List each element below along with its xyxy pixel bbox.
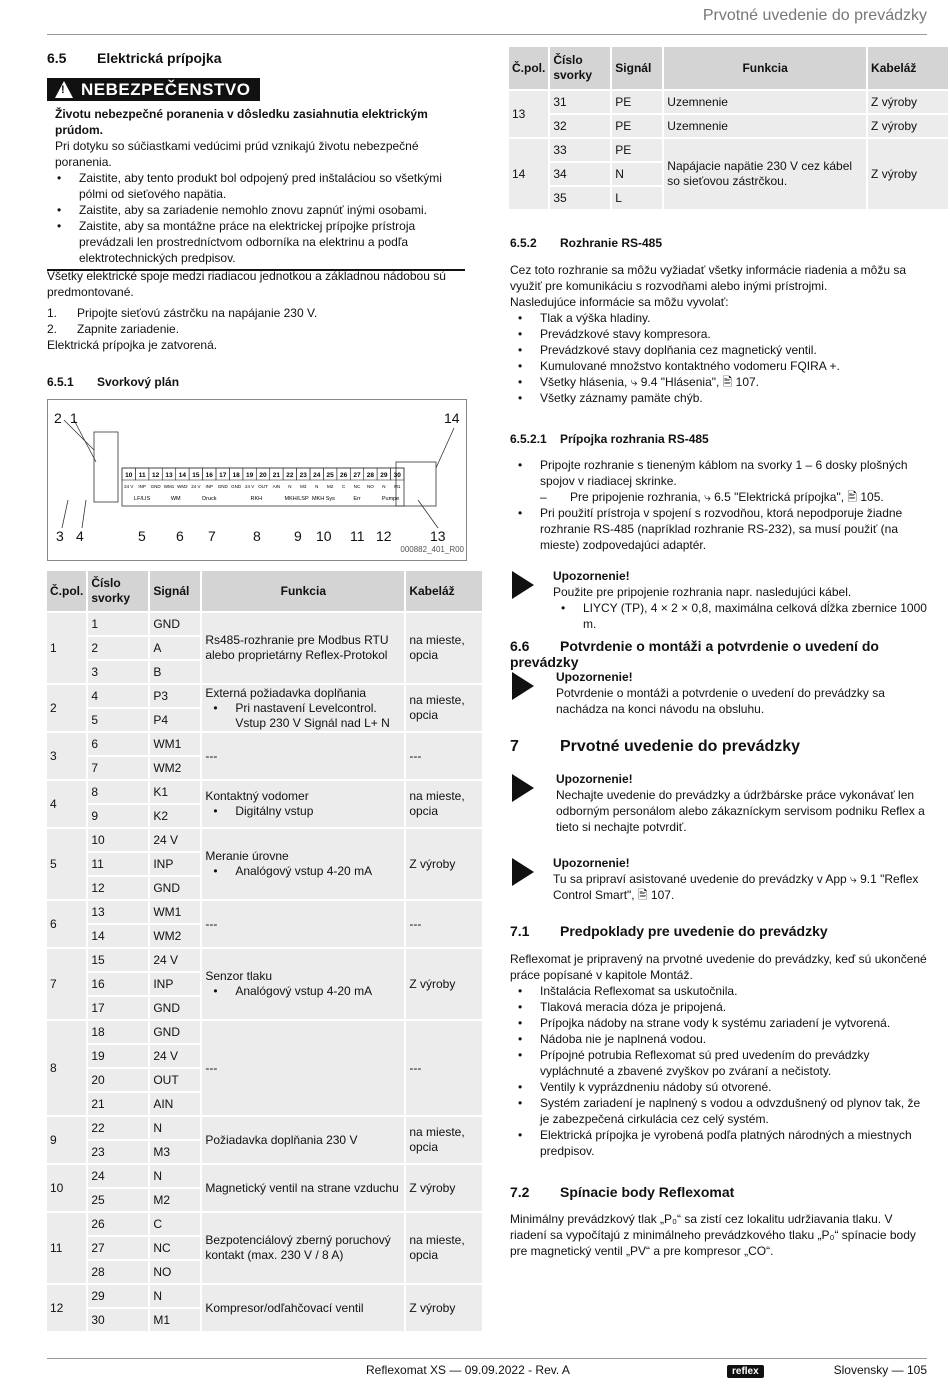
section-7-2-heading: 7.2 Spínacie body Reflexomat: [510, 1184, 735, 1200]
signal-cell: C: [150, 1213, 200, 1235]
function-text: Senzor tlaku: [205, 969, 273, 983]
cabling-cell: ---: [406, 733, 482, 779]
terminal-cell: 4: [88, 685, 148, 707]
warning-icon: !: [55, 81, 73, 98]
terminal-signal: WM2: [177, 484, 188, 489]
terminal-cell: 18: [88, 1021, 148, 1043]
rs485-item: • Všetky hlásenia, ⤷ 9.4 "Hlásenia", 🖹 107.: [510, 374, 928, 390]
signal-cell: 24 V: [150, 949, 200, 971]
cabling-cell: Z výroby: [406, 949, 482, 1019]
table-row: [47, 1213, 482, 1235]
terminal-cell: 22: [88, 1117, 148, 1139]
terminal-cell: 25: [88, 1189, 148, 1211]
terminal-group-label: MKH Sys: [311, 496, 335, 502]
table-row: [509, 91, 948, 113]
terminal-cell: 1: [88, 613, 148, 635]
signal-cell: WM1: [150, 733, 200, 755]
position-cell: 12: [47, 1285, 86, 1331]
steps-list: [47, 305, 465, 337]
position-cell: 10: [47, 1165, 86, 1211]
signal-cell: K2: [150, 805, 200, 827]
column-header: Kabeláž: [868, 47, 948, 89]
table-header-row: [47, 571, 482, 611]
signal-cell: P3: [150, 685, 200, 707]
signal-cell: A: [150, 637, 200, 659]
cabling-cell: Z výroby: [406, 1285, 482, 1331]
table-row: [47, 829, 482, 851]
terminal-number: 25: [326, 472, 334, 479]
note-arrow-icon: [512, 672, 534, 700]
function-cell: Uzemnenie: [664, 115, 866, 137]
terminal-number: 19: [245, 472, 254, 479]
section-6-5-2-1-heading: 6.5.2.1 Prípojka rozhrania RS-485: [510, 432, 709, 446]
cabling-cell: Z výroby: [406, 829, 482, 899]
terminal-signal: INP: [205, 484, 214, 489]
danger-box: [47, 78, 465, 271]
danger-heading: Životu nebezpečné poranenia v dôsledku zasiahnutia elektrickým prúdom.: [55, 107, 428, 137]
function-list: [205, 804, 401, 819]
danger-list: [47, 170, 465, 266]
function-cell: [202, 1021, 404, 1115]
note-arrow-icon: [512, 774, 534, 802]
note-confirmation: Upozornenie! Potvrdenie o montáži a potvrdenie o uvedení do prevádzky sa nachádza na konci návodu na obsluhu.: [556, 670, 885, 716]
section-6-5-2-1-body: [510, 457, 928, 553]
footer-doc: Reflexomat XS — 09.09.2022 - Rev. A: [366, 1363, 570, 1377]
terminal-number: 30: [393, 472, 401, 479]
terminal-number: 29: [380, 472, 388, 479]
terminal-number: 12: [151, 472, 160, 479]
function-list: [205, 701, 401, 731]
callout-1: 1: [70, 410, 78, 426]
column-header: Číslo svorky: [88, 571, 148, 611]
rs485-item: • Prevádzkové stavy doplňania cez magnetický ventil.: [510, 342, 928, 358]
step-text: Pripojte sieťovú zástrčku na napájanie 230 V.: [77, 306, 318, 320]
table-header-row: [509, 47, 948, 89]
signal-cell: PE: [612, 115, 662, 137]
danger-badge: ! NEBEZPEČENSTVO: [47, 78, 260, 101]
terminal-signal: 24 V: [124, 484, 134, 489]
intro-paragraph: Všetky elektrické spoje medzi riadiacou jednotkou a základnou nádobou sú predmontované.: [47, 269, 446, 299]
section-6-5-1-heading: 6.5.1 Svorkový plán: [47, 375, 180, 389]
signal-cell: M1: [150, 1309, 200, 1331]
terminal-table-wrap: [45, 569, 484, 1333]
callout-8: 8: [253, 528, 261, 544]
terminal-cell: 23: [88, 1141, 148, 1163]
reflex-logo: reflex: [727, 1362, 764, 1380]
signal-cell: P4: [150, 709, 200, 731]
terminal-number: 17: [219, 472, 227, 479]
terminal-number: 20: [259, 472, 267, 479]
callout-10: 10: [316, 528, 332, 544]
terminal-cell: 5: [88, 709, 148, 731]
terminal-diagram: [47, 399, 467, 561]
prereq-item: • Prípojné potrubia Reflexomat sú pred uvedením do prevádzky vypláchnuté a zbavené zvyškov po zváraní a nečistoty.: [510, 1047, 928, 1079]
terminal-signal: C: [341, 484, 346, 489]
callout-13: 13: [430, 528, 446, 544]
column-header: Číslo svorky: [550, 47, 610, 89]
terminal-signal: OUT: [258, 484, 268, 489]
note-arrow-icon: [512, 571, 534, 599]
callout-3: 3: [56, 528, 64, 544]
function-cell: Napájacie napätie 230 V cez kábel so sieťovou zástrčkou.: [664, 139, 866, 209]
signal-cell: K1: [150, 781, 200, 803]
cabling-cell: na mieste, opcia: [406, 1117, 482, 1163]
terminal-cell: 24: [88, 1165, 148, 1187]
rs485-step-1-sub: – Pre pripojenie rozhrania, ⤷ 6.5 "Elektrická prípojka", 🖹 105.: [540, 490, 884, 504]
function-text: Magnetický ventil na strane vzduchu: [205, 1180, 399, 1195]
terminal-group-label: RKH: [250, 496, 263, 502]
function-text: Externá požiadavka doplňania: [205, 685, 367, 700]
terminal-cell: 13: [88, 901, 148, 923]
terminal-signal: NO: [367, 484, 374, 489]
column-header: Signál: [612, 47, 662, 89]
terminal-group-label: LF/LIS: [134, 496, 151, 502]
terminal-signal: M2: [327, 484, 334, 489]
function-cell: [202, 901, 404, 947]
callout-2: 2: [54, 410, 62, 426]
terminal-cell: 3: [88, 661, 148, 683]
function-cell: [202, 1285, 404, 1331]
cabling-cell: ---: [406, 1021, 482, 1115]
terminal-number: 10: [125, 472, 133, 479]
callout-11: 11: [350, 528, 365, 544]
signal-cell: PE: [612, 139, 662, 161]
function-cell: [202, 733, 404, 779]
terminal-group-label: MKH/LSP: [284, 496, 309, 502]
terminal-table-2-wrap: [507, 45, 950, 211]
function-cell: [202, 1165, 404, 1211]
terminal-signal: GND: [231, 484, 242, 489]
terminal-cell: 11: [88, 853, 148, 875]
terminal-signal: GND: [150, 484, 161, 489]
prereq-item: • Inštalácia Reflexomat sa uskutočnila.: [510, 983, 928, 999]
function-item: • Analógový vstup 4-20 mA: [205, 984, 401, 999]
function-cell: [202, 829, 404, 899]
terminal-number: 28: [366, 472, 375, 479]
prereq-item: • Ventily k vyprázdneniu nádoby sú otvorené.: [510, 1079, 928, 1095]
position-cell: 8: [47, 1021, 86, 1115]
terminal-number: 21: [272, 472, 281, 479]
terminal-cell: 7: [88, 757, 148, 779]
column-header: Funkcia: [202, 571, 404, 611]
terminal-number: 13: [165, 472, 173, 479]
table-row: [47, 1021, 482, 1043]
prereq-item: • Tlaková meracia dóza je pripojená.: [510, 999, 928, 1015]
section-7-2-body: Minimálny prevádzkový tlak „P₀“ sa zistí cez lokalitu udržiavania tlaku. V riadení sa vypočítajú z minimálneho prevádzkového tlaku „P₀“ spínacie body pre magnetický ventil „PV“ a pre kompresor „CO“.: [510, 1212, 916, 1258]
position-cell: 1: [47, 613, 86, 683]
terminal-cell: 34: [550, 163, 610, 185]
position-cell: 11: [47, 1213, 86, 1283]
function-cell: [202, 1213, 404, 1283]
prereq-item: • Elektrická prípojka je vyrobená podľa platných národných a miestnych predpisov.: [510, 1127, 928, 1159]
terminal-number: 22: [286, 472, 294, 479]
position-cell: 7: [47, 949, 86, 1019]
terminal-number: 18: [232, 472, 240, 479]
signal-cell: GND: [150, 1021, 200, 1043]
terminal-table-2: [507, 45, 950, 211]
callout-14: 14: [444, 410, 460, 426]
signal-cell: GND: [150, 997, 200, 1019]
terminal-signal: NC: [353, 484, 361, 489]
terminal-signal: M1: [394, 484, 401, 489]
callout-7: 7: [208, 528, 216, 544]
terminal-cell: 26: [88, 1213, 148, 1235]
terminal-group-label: WM: [170, 496, 181, 502]
signal-cell: N: [150, 1165, 200, 1187]
terminal-cell: 35: [550, 187, 610, 209]
running-header: Prvotné uvedenie do prevádzky: [702, 7, 927, 24]
function-text: Požiadavka doplňania 230 V: [205, 1132, 358, 1147]
table-row: [47, 901, 482, 923]
terminal-cell: 30: [88, 1309, 148, 1331]
section-6-5-2-body: [510, 262, 928, 406]
terminal-cell: 20: [88, 1069, 148, 1091]
column-header: Kabeláž: [406, 571, 482, 611]
column-header: Funkcia: [664, 47, 866, 89]
signal-cell: WM2: [150, 925, 200, 947]
signal-cell: INP: [150, 973, 200, 995]
function-text: Rs485-rozhranie pre Modbus RTU alebo proprietárny Reflex-Protokol: [205, 633, 389, 662]
rs485-list: [510, 310, 928, 406]
note-cable: Upozornenie! Použite pre pripojenie rozhrania napr. nasledujúci kábel. • LIYCY (TP), 4 × 2 × 0,8, maximálna celková dĺžka zbernice 1000 m.: [553, 568, 928, 632]
signal-cell: OUT: [150, 1069, 200, 1091]
section-7-1-body: [510, 951, 928, 1159]
position-cell: 9: [47, 1117, 86, 1163]
callout-6: 6: [176, 528, 184, 544]
terminal-number: 15: [192, 472, 200, 479]
danger-item: • Zaistite, aby tento produkt bol odpojený pred inštaláciou so všetkými pólmi od sieťového napätia.: [49, 170, 465, 202]
section-7-1-heading: 7.1 Predpoklady pre uvedenie do prevádzky: [510, 923, 828, 939]
position-cell: 5: [47, 829, 86, 899]
terminal-signal: GND: [217, 484, 228, 489]
terminal-number: 23: [299, 472, 307, 479]
table-row: [47, 685, 482, 707]
table-row: [509, 115, 948, 137]
signal-cell: NC: [150, 1237, 200, 1259]
terminal-number: 24: [313, 472, 321, 479]
terminal-cell: 27: [88, 1237, 148, 1259]
position-cell: 2: [47, 685, 86, 731]
position-cell: 4: [47, 781, 86, 827]
rs485-info-intro: Nasledujúce informácie sa môžu vyvolať:: [510, 295, 729, 309]
column-header: Signál: [150, 571, 200, 611]
terminal-number: 16: [205, 472, 213, 479]
function-cell: Uzemnenie: [664, 91, 866, 113]
terminal-cell: 9: [88, 805, 148, 827]
danger-item: • Zaistite, aby sa montážne práce na elektrickej prípojke prístroja prevádzali len prostredníctvom odborníka na elektrinu a podľa elektrotechnických predpisov.: [49, 218, 465, 266]
function-cell: [202, 613, 404, 683]
terminal-signal: WM1: [163, 484, 175, 489]
signal-cell: PE: [612, 91, 662, 113]
function-text: Meranie úrovne: [205, 849, 289, 863]
terminal-signal: N: [288, 484, 292, 489]
function-cell: [202, 1117, 404, 1163]
section-6-6-heading: 6.6 Potvrdenie o montáži a potvrdenie o uvedení do prevádzky: [510, 638, 879, 670]
function-text: Kompresor/odľahčovací ventil: [205, 1300, 364, 1315]
column-header: Č.pol.: [47, 571, 86, 611]
table-row: [47, 733, 482, 755]
terminal-number: 11: [138, 472, 146, 479]
result-text: Elektrická prípojka je zatvorená.: [47, 338, 218, 352]
note-app: Upozornenie! Tu sa pripraví asistované uvedenie do prevádzky v App ⤷ 9.1 "Reflex Control Smart", 🖹 107.: [553, 856, 919, 902]
prereq-item: • Nádoba nie je naplnená vodou.: [510, 1031, 928, 1047]
callout-4: 4: [76, 528, 84, 544]
terminal-group-label: Pumpe: [381, 496, 400, 502]
rs485-item: • Všetky záznamy pamäte chýb.: [510, 390, 928, 406]
diagram-code: 000882_401_R00: [400, 545, 464, 554]
position-cell: 13: [509, 91, 548, 137]
terminal-cell: 33: [550, 139, 610, 161]
signal-cell: N: [150, 1117, 200, 1139]
terminal-cell: 8: [88, 781, 148, 803]
cabling-cell: ---: [406, 901, 482, 947]
danger-text: Pri dotyku so súčiastkami vedúcimi prúd vznikajú životu nebezpečné poranenia.: [55, 139, 419, 169]
position-cell: 6: [47, 901, 86, 947]
terminal-cell: 12: [88, 877, 148, 899]
footer-rule: [47, 1358, 927, 1359]
cabling-cell: Z výroby: [406, 1165, 482, 1211]
signal-cell: GND: [150, 877, 200, 899]
step-item: [47, 305, 465, 321]
cabling-cell: na mieste, opcia: [406, 781, 482, 827]
function-text: Bezpotenciálový zberný poruchový kontakt (max. 230 V / 8 A): [205, 1233, 391, 1262]
prereq-item: • Systém zariadení je naplnený s vodou a odvzdušnený od plynov tak, že je zabezpečená cirkulácia cez celý systém.: [510, 1095, 928, 1127]
step-text: Zapnite zariadenie.: [77, 322, 180, 336]
terminal-signal: N: [382, 484, 386, 489]
section-6-5-heading: 6.5 Elektrická prípojka: [47, 50, 222, 66]
callout-5: 5: [138, 528, 146, 544]
terminal-signal: 24 V: [191, 484, 201, 489]
step-number: 1.: [47, 306, 58, 320]
rs485-item: • Kumulované množstvo kontaktného vodomeru FQIRA +.: [510, 358, 928, 374]
function-list: [205, 864, 401, 879]
prereq-item: • Prípojka nádoby na strane vody k systému zariadení je vytvorená.: [510, 1015, 928, 1031]
cabling-cell: na mieste, opcia: [406, 1213, 482, 1283]
table-row: [47, 613, 482, 635]
function-text: Kontaktný vodomer: [205, 789, 309, 803]
terminal-cell: 17: [88, 997, 148, 1019]
function-cell: [202, 781, 404, 827]
terminal-cell: 31: [550, 91, 610, 113]
signal-cell: WM1: [150, 901, 200, 923]
note-commissioning-staff: Upozornenie! Nechajte uvedenie do prevádzky a údržbárske práce vykonávať len odborným personálom alebo zákazníckym servisom podniku Reflex a tieto si nechajte potvrdiť.: [556, 772, 925, 834]
function-item: • Analógový vstup 4-20 mA: [205, 864, 401, 879]
note-cable-item: • LIYCY (TP), 4 × 2 × 0,8, maximálna celková dĺžka zbernice 1000 m.: [553, 600, 928, 632]
terminal-signal: AIN: [272, 484, 281, 489]
function-list: [205, 984, 401, 999]
column-header: Č.pol.: [509, 47, 548, 89]
table-row: [47, 781, 482, 803]
cabling-cell: Z výroby: [868, 139, 948, 209]
cabling-cell: Z výroby: [868, 115, 948, 137]
terminal-cell: 14: [88, 925, 148, 947]
signal-cell: AIN: [150, 1093, 200, 1115]
callout-12: 12: [376, 528, 392, 544]
function-item: • Digitálny vstup: [205, 804, 401, 819]
position-cell: 14: [509, 139, 548, 209]
rs485-step-2: • Pri použití prístroja v spojení s rozvodňou, ktorá nepodporuje žiadne rozhranie RS-485 (napríklad rozhranie RS-232), sa musí použiť (na mieste) zodpovedajúci adaptér.: [510, 505, 928, 553]
signal-cell: B: [150, 661, 200, 683]
table-row: [47, 949, 482, 971]
terminal-number: 14: [178, 472, 187, 479]
signal-cell: INP: [150, 853, 200, 875]
terminal-cell: 10: [88, 829, 148, 851]
rs485-paragraph: Cez toto rozhranie sa môžu vyžiadať všetky informácie riadenia a môžu sa využiť pre komunikáciu s rozvodňami alebo inými prístrojmi.: [510, 263, 907, 293]
cabling-cell: Z výroby: [868, 91, 948, 113]
signal-cell: N: [150, 1285, 200, 1307]
callout-9: 9: [294, 528, 302, 544]
terminal-group-label: Druck: [202, 496, 217, 502]
signal-cell: N: [612, 163, 662, 185]
position-cell: 3: [47, 733, 86, 779]
section-7-heading: 7 Prvotné uvedenie do prevádzky: [510, 738, 801, 755]
rs485-step-1: • Pripojte rozhranie s tieneným káblom na svorky 1 – 6 dosky plošných spojov v riadiacej skrinke. – Pre pripojenie rozhrania, ⤷ 6.5 "Elektrická prípojka", 🖹 105.: [510, 457, 928, 505]
terminal-cell: 21: [88, 1093, 148, 1115]
section-6-5-body: [47, 268, 465, 353]
cabling-cell: na mieste, opcia: [406, 613, 482, 683]
function-text: ---: [205, 916, 218, 931]
terminal-signal: 24 V: [244, 484, 255, 489]
signal-cell: 24 V: [150, 829, 200, 851]
terminal-table: [45, 569, 484, 1333]
rs485-item: • Tlak a výška hladiny.: [510, 310, 928, 326]
danger-item: • Zaistite, aby sa zariadenie nemohlo znovu zapnúť inými osobami.: [49, 202, 465, 218]
signal-cell: WM2: [150, 757, 200, 779]
function-text: ---: [205, 1060, 218, 1075]
cabling-cell: na mieste, opcia: [406, 685, 482, 731]
function-cell: [202, 949, 404, 1019]
section-6-5-2-heading: 6.5.2 Rozhranie RS-485: [510, 236, 663, 250]
header-rule: [47, 34, 927, 35]
prereq-list: [510, 983, 928, 1159]
step-number: 2.: [47, 322, 58, 336]
step-item: [47, 321, 465, 337]
note-arrow-icon: [512, 858, 534, 886]
function-text: ---: [205, 748, 218, 763]
table-row: [47, 1117, 482, 1139]
terminal-cell: 19: [88, 1045, 148, 1067]
function-item: • Pri nastavení Levelcontrol. Vstup 230 V Signál nad L+ N: [205, 701, 401, 731]
terminal-signal: N: [315, 484, 319, 489]
terminal-group-label: Err: [353, 496, 361, 502]
table-row: [47, 1165, 482, 1187]
terminal-cell: 2: [88, 637, 148, 659]
signal-cell: GND: [150, 613, 200, 635]
terminal-cell: 15: [88, 949, 148, 971]
rs485-item: • Prevádzkové stavy kompresora.: [510, 326, 928, 342]
signal-cell: 24 V: [150, 1045, 200, 1067]
table-row: [47, 1285, 482, 1307]
terminal-cell: 29: [88, 1285, 148, 1307]
prereq-paragraph: Reflexomat je pripravený na prvotné uvedenie do prevádzky, keď sú ukončené práce popísané v kapitole Montáž.: [510, 952, 927, 982]
signal-cell: M2: [150, 1189, 200, 1211]
terminal-number: 26: [339, 472, 348, 479]
function-cell: [202, 685, 404, 731]
terminal-cell: 16: [88, 973, 148, 995]
terminal-cell: 32: [550, 115, 610, 137]
footer-page: Slovensky — 105: [833, 1363, 927, 1377]
table-row: [509, 139, 948, 161]
signal-cell: M3: [150, 1141, 200, 1163]
signal-cell: NO: [150, 1261, 200, 1283]
terminal-number: 27: [353, 472, 361, 479]
terminal-cell: 6: [88, 733, 148, 755]
signal-cell: L: [612, 187, 662, 209]
terminal-signal: M3: [300, 484, 307, 489]
terminal-signal: INP: [138, 484, 146, 489]
terminal-cell: 28: [88, 1261, 148, 1283]
